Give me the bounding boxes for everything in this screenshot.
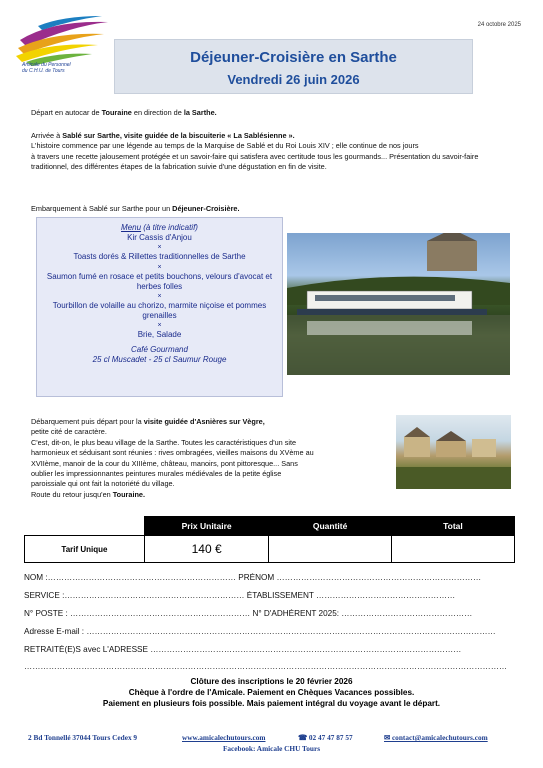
depart-origin: Touraine — [101, 108, 132, 117]
retour-bold: Touraine. — [112, 489, 146, 499]
form-nom-prenom[interactable]: NOM :…………………………………………………………… PRÉNOM ………………………………………………………………… — [24, 573, 482, 582]
header-prix: Prix Unitaire — [144, 517, 268, 536]
price-row — [25, 536, 515, 563]
header-total: Total — [391, 517, 514, 536]
menu-wine: 25 cl Muscadet - 25 cl Saumur Rouge — [92, 354, 227, 364]
visit-line-3: C'est, dit-on, le plus beau village de la Sarthe. Toutes les caractéristiques d'un site — [31, 437, 297, 447]
depart-destination: la Sarthe. — [183, 108, 217, 117]
form-email[interactable]: Adresse E-mail : …………………………………………………………………………………………………………………………………… — [24, 627, 496, 636]
retour-line — [31, 490, 386, 500]
visit-line-4: harmonieux et séduisant sont réunies : rives ombragées, vieilles maisons du XVème au — [31, 448, 314, 458]
menu-item: Kir Cassis d'Anjou — [127, 233, 192, 243]
logo-line-2: du C.H.U. de Tours — [22, 68, 65, 74]
menu-box — [36, 217, 283, 397]
embarquement-prefix: Embarquement à Sablé sur Sarthe pour un — [31, 204, 173, 213]
title-banner — [114, 39, 473, 94]
page-subtitle: Vendredi 26 juin 2026 — [227, 72, 360, 87]
menu-cafe: Café Gourmand — [131, 344, 188, 354]
menu-separator: × — [157, 322, 162, 330]
page-title: Déjeuner-Croisière en Sarthe — [190, 49, 397, 66]
menu-note: (à titre indicatif) — [141, 223, 198, 232]
menu-separator: × — [157, 293, 162, 301]
depart-line — [31, 108, 217, 118]
menu-item: Tourbillon de volaille au chorizo, marmite niçoise et pommes grenailles — [52, 301, 267, 321]
village-photo — [396, 415, 511, 489]
arrivee-block — [31, 131, 513, 173]
menu-title: Menu — [121, 223, 142, 232]
visit-line-1 — [31, 417, 386, 427]
contact-website[interactable]: www.amicalechutours.com — [182, 733, 266, 742]
arrivee-prefix: Arrivée à — [31, 131, 63, 140]
closing-line-1: Clôture des inscriptions le 20 février 2026 — [190, 677, 353, 686]
visit-block — [31, 417, 386, 500]
cruise-boat-photo — [287, 233, 510, 375]
contact-facebook[interactable]: Facebook: Amicale CHU Tours — [222, 744, 321, 753]
history-line-2: à travers une recette jalousement protégée et un savoir-faire qui satisfera avec certitude tous les gourmands... Présentation du savoir-faire — [31, 151, 479, 161]
visit-line-7: paroissiale qui ont fait la notoriété du village. — [31, 479, 175, 489]
menu-item: Brie, Salade — [137, 330, 182, 340]
retour-prefix: Route du retour jusqu'en — [31, 489, 113, 499]
closing-line-3: Paiement en plusieurs fois possible. Mais paiement intégral du voyage avant le départ. — [102, 699, 441, 708]
row-label: Tarif Unique — [25, 536, 145, 563]
header-blank — [25, 517, 145, 536]
history-line-1: L'histoire commence par une légende au temps de la Marquise de Sablé et du Roi Louis XIV ; elle continue de nos jours — [31, 141, 419, 151]
menu-item: Saumon fumé en rosace et petits bouchons, velours d'avocat et herbes folles — [46, 271, 273, 291]
form-retraite-adresse[interactable]: RETRAITÉ(E)S avec L'ADRESSE …………………………………………………………………………………………………… — [24, 645, 462, 654]
history-line-3: traditionnel, des différentes étapes de la fabrication suivie d'une dégustation en fin de visite. — [31, 162, 327, 172]
village-illustration — [396, 415, 511, 489]
depart-prefix: Départ en autocar de — [31, 108, 102, 117]
menu-item: Toasts dorés & Rillettes traditionnelles de Sarthe — [73, 252, 246, 262]
contact-email[interactable]: ✉ contact@amicalechutours.com — [384, 733, 488, 742]
boat-illustration — [287, 233, 510, 375]
menu-separator: × — [157, 263, 162, 271]
menu-separator: × — [157, 244, 162, 252]
quantity-cell[interactable] — [269, 536, 392, 563]
form-address-continuation[interactable]: …………………………………………………………………………………………………………………………………………………………… — [24, 662, 508, 671]
closing-line-2: Chèque à l'ordre de l'Amicale. Paiement en Chèques Vacances possibles. — [128, 688, 415, 697]
form-service-etablissement[interactable]: SERVICE :………………………………………………………… ÉTABLISSEMENT …………………………………………… — [24, 591, 456, 600]
visit-line-6: oublier les impressionnantes peintures murales médiévales de la petite église — [31, 469, 282, 479]
visit-prefix: Débarquement puis départ pour la — [31, 417, 144, 426]
header-quantite: Quantité — [269, 517, 392, 536]
arrivee-bold: Sablé sur Sarthe, visite guidée de la biscuiterie « La Sablésienne ». — [62, 131, 295, 140]
form-poste-adherent[interactable]: N° POSTE : ………………………………………………………… N° D'ADHÉRENT 2025: ………………………………………… — [24, 609, 473, 618]
logo-caption — [22, 62, 102, 74]
price-table-header — [25, 517, 515, 536]
contact-phone[interactable]: ☎ 02 47 47 87 57 — [298, 733, 353, 742]
arrivee-line — [31, 131, 513, 141]
visit-bold: visite guidée d'Asnières sur Vègre, — [143, 417, 265, 426]
embarquement-bold: Déjeuner-Croisière. — [172, 204, 240, 213]
menu-heading — [37, 223, 282, 233]
document-date: 24 octobre 2025 — [477, 22, 521, 28]
embarquement-line — [31, 204, 240, 214]
price-table — [24, 516, 515, 563]
visit-line-5: XVIIème, manoir de la cour du XIIIème, château, manoirs, pont pittoresque... Sans — [31, 458, 298, 468]
price-value: 140 € — [144, 536, 268, 563]
total-cell[interactable] — [391, 536, 514, 563]
depart-mid: en direction de — [131, 108, 184, 117]
visit-line-2: petite cité de caractère. — [31, 427, 107, 437]
closing-block — [0, 676, 543, 709]
logo-line-1: Amicale du Personnel — [22, 62, 71, 68]
contact-address: 2 Bd Tonnellé 37044 Tours Cedex 9 — [28, 733, 138, 742]
